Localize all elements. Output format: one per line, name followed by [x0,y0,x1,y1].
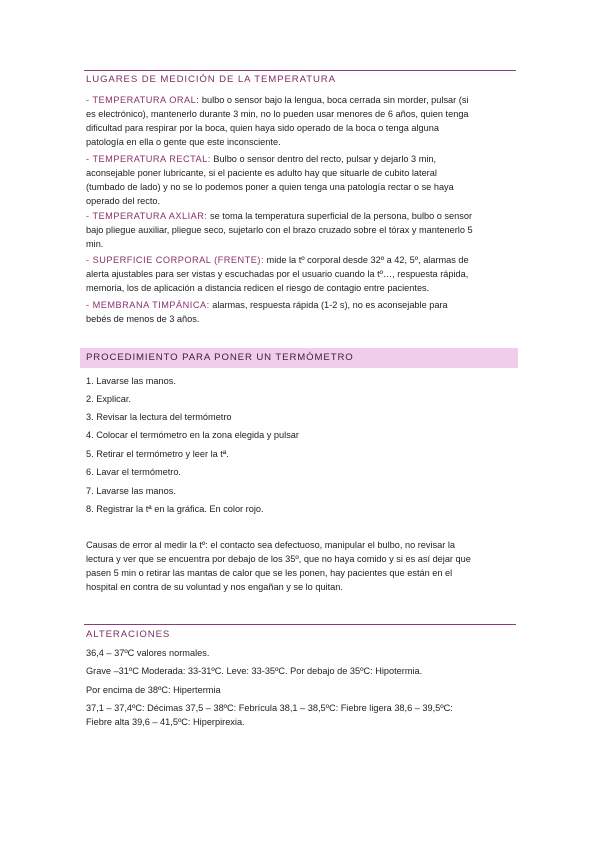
item-superficie-corporal [86,253,516,295]
alteraciones-line: 37,1 – 37,4ºC: Décimas 37,5 – 38ºC: Febrícula 38,1 – 38,5ºC: Fiebre ligera 38,6 – 39,5ºC: [86,703,453,713]
item-rectal [86,152,516,208]
alteraciones-detail [86,701,516,729]
item-lead: - TEMPERATURA ORAL: [86,95,200,105]
item-text: operado del recto. [86,196,161,206]
section-title-lugares: LUGARES DE MEDICIÓN DE LA TEMPERATURA [86,74,336,85]
item-text: se toma la temperatura superficial de la persona, bulbo o sensor [207,211,473,221]
error-line: pasen 5 min o retirar las mantas de calor que se les ponen, hay pacientes que están en el [86,568,453,578]
item-oral [86,93,516,149]
item-text: mide la tº corporal desde 32º a 42, 5º, alarmas de [264,255,469,265]
item-text: es electrónico), mantenerlo durante 3 min, no lo pueden usar menores de 6 años, quien tenga [86,109,469,119]
step-item: 3. Revisar la lectura del termómetro [86,412,232,422]
step-item: 6. Lavar el termómetro. [86,467,181,477]
item-text: bebés de menos de 3 años. [86,314,200,324]
section-title-procedimiento: PROCEDIMIENTO PARA PONER UN TERMÓMETRO [86,352,354,363]
item-text: (tumbado de lado) y no se lo podemos poner a quien tenga una patología rectar o se haya [86,182,454,192]
item-text: alarmas, respuesta rápida (1-2 s), no es aconsejable para [209,300,448,310]
item-text: min. [86,239,104,249]
item-membrana-timpanica [86,298,516,326]
alteraciones-line: Fiebre alta 39,6 – 41,5ºC: Hiperpirexia. [86,717,245,727]
item-text: bulbo o sensor bajo la lengua, boca cerrada sin morder, pulsar (si [199,95,469,105]
item-lead: - SUPERFICIE CORPORAL (FRENTE): [86,255,264,265]
item-text: Bulbo o sensor dentro del recto, pulsar y dejarlo 3 min, [210,154,437,164]
item-text: patología en ella o gente que este inconsciente. [86,137,281,147]
error-line: hospital en contra de su voluntad y nos engañan y se lo quitan. [86,582,343,592]
step-item: 7. Lavarse las manos. [86,486,176,496]
item-lead: - TEMPERATURA AXLIAR: [86,211,208,221]
item-text: aconsejable poner lubricante, si el paciente es adulto hay que situarle de cubito lateral [86,168,437,178]
step-item: 5. Retirar el termómetro y leer la tª. [86,449,229,459]
item-lead: - MEMBRANA TIMPÁNICA: [86,300,210,310]
error-line: Causas de error al medir la tº: el contacto sea defectuoso, manipular el bulbo, no revisar la [86,540,456,550]
section-title-alteraciones: ALTERACIONES [86,629,171,640]
item-lead: - TEMPERATURA RECTAL: [86,154,211,164]
alteraciones-line: Grave –31ºC Moderada: 33-31ºC. Leve: 33-35ºC. Por debajo de 35ºC: Hipotermia. [86,666,423,676]
section-header-procedimiento [80,348,518,368]
alteraciones-line: 36,4 – 37ºC valores normales. [86,648,210,658]
step-item: 8. Registrar la tª en la gráfica. En color rojo. [86,504,264,514]
item-text: alerta ajustables para ser vistas y escuchadas por el usuario cuando la tº…, respuesta rápida, [86,269,469,279]
step-item: 4. Colocar el termómetro en la zona elegida y pulsar [86,430,299,440]
step-item: 1. Lavarse las manos. [86,376,176,386]
error-causes-paragraph [86,538,516,594]
item-text: memoria, los de aplicación a distancia redicen el riesgo de contagio entre pacientes. [86,283,430,293]
step-item: 2. Explicar. [86,394,131,404]
alteraciones-line: Por encima de 38ºC: Hipertermia [86,685,221,695]
item-axilar [86,209,516,251]
section-divider [84,624,516,625]
section-divider [84,70,516,71]
item-text: dificultad para respirar por la boca, quien haya sido operado de la boca o tenga alguna [86,123,439,133]
error-line: lectura y ver que se encuentra por debajo de los 35º, que no haya comido y si es así dejar que [86,554,471,564]
item-text: bajo pliegue auxiliar, pliegue seco, sujetarlo con el brazo cruzado sobre el tórax y mantenerlo 5 [86,225,473,235]
